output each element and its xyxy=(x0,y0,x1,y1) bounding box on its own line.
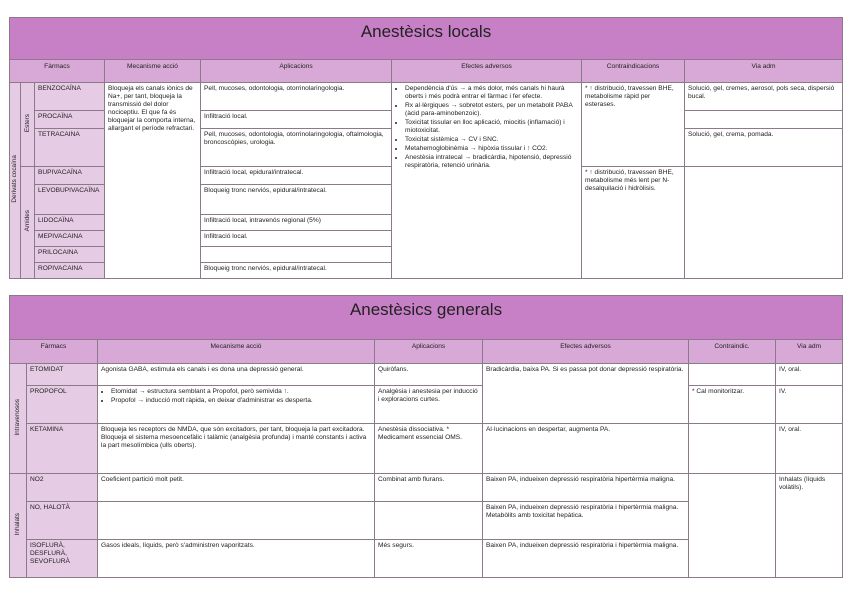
local-anesthetics-table xyxy=(9,17,843,279)
apl-halota xyxy=(375,502,483,540)
efecte-item: • Dependència d'ús → a més dolor, més canals hi haurà oberts i més podrà entrar el fàrmac i fer efecte. xyxy=(405,85,578,101)
efecte-item: • Metahemoglobinèmia → hipòxia tissular i ↑ CO2. xyxy=(405,145,578,153)
col-header-farmacs: Fàrmacs xyxy=(10,60,105,83)
general-title: Anestèsics generals xyxy=(10,296,843,340)
drug-bupivacaina: BUPIVACAÏNA xyxy=(35,167,105,185)
g-col-header-aplicacions: Aplicacions xyxy=(375,340,483,364)
drug-ketamina: KETAMINA xyxy=(27,424,98,474)
drug-lidocaina: LIDOCAÏNA xyxy=(35,215,105,231)
apl-benzocaina: Pell, mucoses, odontologia, otorrinolaringologia. xyxy=(201,83,392,111)
col-header-via: Via adm xyxy=(685,60,843,83)
contra-esters: * ↑ distribució, travessen BHE, metabolisme ràpid per esterases. xyxy=(582,83,685,167)
drug-prilocaina: PRILOCAINA xyxy=(35,247,105,263)
mec-propofol xyxy=(98,386,375,424)
apl-prilocaina xyxy=(201,247,392,263)
efecte-item: • Toxicitat sistèmica → CV i SNC. xyxy=(405,136,578,144)
apl-lidocaina: Infiltració local, intravenós regional (5%) xyxy=(201,215,392,231)
drug-ropivacaina: ROPIVACAINA xyxy=(35,263,105,279)
local-title: Anestèsics locals xyxy=(10,18,843,60)
via-tetracaina: Solució, gel, crema, pomada. xyxy=(685,129,843,167)
apl-mepivacaina: Infiltració local. xyxy=(201,231,392,247)
drug-no2: NO2 xyxy=(27,474,98,502)
mec-halota xyxy=(98,502,375,540)
via-procaina xyxy=(685,111,843,129)
mec-propofol-item: • Etomidat → estructura semblant a Propofol, però semivida ↑. xyxy=(111,388,371,396)
g-col-header-via: Via adm xyxy=(776,340,843,364)
group-label-esters: Esters xyxy=(21,83,35,167)
drug-tetracaina: TETRACAINA xyxy=(35,129,105,167)
group-label-inhalats: Inhalats xyxy=(10,474,27,578)
group-label-derivats-cocaina: Derivats cocaïna xyxy=(10,83,21,279)
drug-levobupivacaina: LEVOBUPIVACAÏNA xyxy=(35,185,105,215)
efectes-etomidat-propofol: Bradicàrdia, baixa PA. Si es passa pot donar depressió respiratòria. xyxy=(483,364,689,424)
g-col-header-farmacs: Fàrmacs xyxy=(10,340,98,364)
g-col-header-mecanisme: Mecanisme acció xyxy=(98,340,375,364)
general-anesthetics-table xyxy=(9,295,843,578)
efectes-fluran: Baixen PA, indueixen depressió respiratòria i hipertèrmia maligna. xyxy=(483,540,689,578)
apl-fluran: Més segurs. xyxy=(375,540,483,578)
mec-propofol-item: • Propofol → inducció molt ràpida, en deixar d'administrar es desperta. xyxy=(111,397,371,405)
drug-procaina: PROCAÏNA xyxy=(35,111,105,129)
contra-inhalats xyxy=(689,474,776,578)
col-header-efectes: Efectes adversos xyxy=(392,60,582,83)
contra-ketamina xyxy=(689,424,776,474)
apl-no2: Combinat amb flurans. xyxy=(375,474,483,502)
efectes-halota: Baixen PA, indueixen depressió respiratòria i hipertèrmia maligna. Metabòlits amb toxicitat hepàtica. xyxy=(483,502,689,540)
apl-procaina: Infiltració local. xyxy=(201,111,392,129)
efectes-no2: Baixen PA, indueixen depressió respiratòria hipertèrmia maligna. xyxy=(483,474,689,502)
mec-etomidat: Agonista GABA, estimula els canals i es dona una depressió general. xyxy=(98,364,375,386)
apl-tetracaina: Pell, mucoses, odontologia, otorrinolaringologia, oftalmologia, broncoscòpies, urologia. xyxy=(201,129,392,167)
mec-ketamina: Bloqueja les receptors de NMDA, que són excitadors, per tant, bloqueja la part excitadora. Bloqueja el sistema mesoencefàlic i talàmic (analgèsia profunda) i manté constants i activa la part mesolímbica (ulls oberts). xyxy=(98,424,375,474)
apl-ketamina: Anestèsia dissociativa. * Medicament essencial OMS. xyxy=(375,424,483,474)
local-mecanisme: Bloqueja els canals iònics de Na+, per tant, bloqueja la transmissió del dolor nociceptiu. El que fa és bloquejar la comporta interna, allargant el període refractari. xyxy=(105,83,201,279)
via-propofol: IV. xyxy=(776,386,843,424)
via-inhalats: Inhalats (líquids volàtils). xyxy=(776,474,843,578)
mec-fluran: Gasos ideals, líquids, però s'administren vaporitzats. xyxy=(98,540,375,578)
group-label-amides: Amides xyxy=(21,167,35,279)
group-label-intravenosos: Intravenosos xyxy=(10,364,27,474)
efecte-item: • Anestèsia intratecal → bradicàrdia, hipotensió, depressió respiratòria, retenció urinària. xyxy=(405,154,578,170)
via-etomidat: IV, oral. xyxy=(776,364,843,386)
via-amides xyxy=(685,167,843,279)
contra-propofol: * Cal monitoritzar. xyxy=(689,386,776,424)
efecte-item: • Rx al·lèrgiques → sobretot esters, per un metabolit PABA (àcid para-aminobenzoic). xyxy=(405,102,578,118)
drug-fluran: ISOFLURÀ, DESFLURÀ, SEVOFLURÀ xyxy=(27,540,98,578)
drug-benzocaina: BENZOCAÏNA xyxy=(35,83,105,111)
g-col-header-efectes: Efectes adversos xyxy=(483,340,689,364)
apl-propofol: Analgèsia i anestesia per inducció i exploracions curtes. xyxy=(375,386,483,424)
col-header-aplicacions: Aplicacions xyxy=(201,60,392,83)
via-ketamina: IV, oral. xyxy=(776,424,843,474)
contra-amides: * ↑ distribució, travessen BHE, metabolisme més lent per N-desalquilació i hidròlisis. xyxy=(582,167,685,279)
drug-mepivacaina: MEPIVACAINA xyxy=(35,231,105,247)
col-header-contraindicacions: Contraindicacions xyxy=(582,60,685,83)
drug-etomidat: ETOMIDAT xyxy=(27,364,98,386)
col-header-mecanisme: Mecanisme acció xyxy=(105,60,201,83)
apl-bupivacaina: Infiltració local, epidural/intratecal. xyxy=(201,167,392,185)
local-efectes xyxy=(392,83,582,279)
efecte-item: • Toxicitat tissular en lloc aplicació, miocitis (inflamació) i miotoxicitat. xyxy=(405,119,578,135)
apl-ropivacaina: Bloqueig tronc nerviós, epidural/intratecal. xyxy=(201,263,392,279)
g-col-header-contraindic: Contraindic. xyxy=(689,340,776,364)
via-benzocaina: Solució, gel, cremes, aerosol, pols seca, dispersió bucal. xyxy=(685,83,843,111)
apl-etomidat: Quiròfans. xyxy=(375,364,483,386)
mec-no2: Coeficient partició molt petit. xyxy=(98,474,375,502)
efectes-ketamina: Al·lucinacions en despertar, augmenta PA. xyxy=(483,424,689,474)
drug-halota: NO, HALOTÀ xyxy=(27,502,98,540)
drug-propofol: PROPOFOL xyxy=(27,386,98,424)
apl-levobupivacaina: Bloqueig tronc nerviós, epidural/intratecal. xyxy=(201,185,392,215)
contra-etomidat xyxy=(689,364,776,386)
